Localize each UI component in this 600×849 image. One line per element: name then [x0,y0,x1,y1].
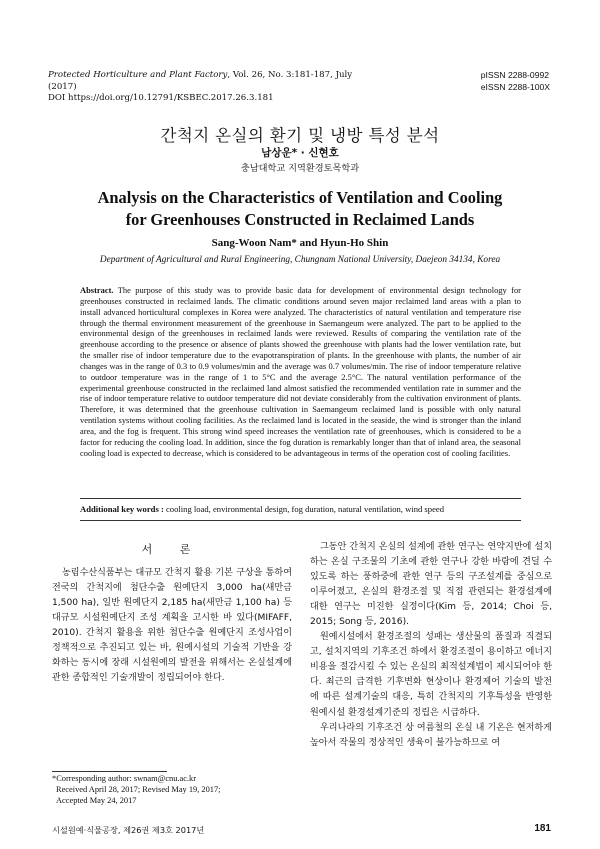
english-affiliation: Department of Agricultural and Rural Engineering, Chungnam National University, Daejeon 34134, Korea [99,255,501,265]
keywords [80,504,521,514]
keywords-label: Additional key words : [80,504,164,514]
korean-affiliation: 충남대학교 지역환경토목학과 [240,163,360,174]
body-column-right [310,540,552,751]
divider-top [80,498,521,499]
abstract-label: Abstract. [80,285,114,295]
korean-authors: 남상운* · 신현호 [261,147,339,159]
footer-journal: 시설원예·식물공장, 제26권 제3호 2017년 [52,825,205,835]
footnote-divider [52,771,167,772]
citation-block [48,70,378,105]
corresponding-author: *Corresponding author: swnam@cnu.ac.kr [52,774,197,783]
korean-title: 간척지 온실의 환기 및 냉방 특성 분석 [160,126,440,145]
paragraph: 원예시설에서 환경조절의 성패는 생산물의 품질과 직결되고, 설치지역의 기후조건 하에서 환경조절이 용이하고 에너지 비용을 절감시킬 수 있는 온실의 최적설계법이 제시되어야 한다. 최근의 급격한 기후변화 현상이나 환경제어 기술의 발전에 따른 설계기술의 대응, 특히 간척지의 기후특성을 반영한 원예시설 환경설계기준의 정립은 시급하다. [310,632,552,718]
keywords-text: cooling load, environmental design, fog duration, natural ventilation, wind speed [163,504,444,514]
issn-block [481,70,550,93]
paragraph: 우리나라의 기후조건 상 여름철의 온실 내 기온은 현저하게 높아서 작물의 정상적인 생육이 불가능하므로 여 [310,722,552,748]
english-title-line2: for Greenhouses Constructed in Reclaimed Lands [125,210,475,229]
pissn: pISSN 2288-0992 [480,70,550,80]
paragraph: 농림수산식품부는 대규모 간척지 활용 기본 구상을 통하여 전국의 간척지에 첨단수출 원예단지 3,000 ha(새만금 1,500 ha), 일반 원예단지 2,185 ha(새만금 1,100 ha) 등 대규모 시설원예단지 조성 계획을 고시한 바 있다(MIFAFF, 2010). 간척지 활용을 위한 첨단수출 원예단지 조성사업이 정책적으로 추진되고 있는 바, 원예시설의 기술적 기반을 강화하는 동시에 장래 시설원예의 발전을 위해서는 온실설계에 관한 종합적인 기술개발이 정립되어야 한다. [52,568,292,684]
doi-line: DOI https://doi.org/10.12791/KSBEC.2017.26.3.181 [48,93,274,103]
english-title-line1: Analysis on the Characteristics of Ventilation and Cooling [97,188,503,207]
abstract-text: The purpose of this study was to provide basic data for development of environmental design technology for greenhouses constructed in reclaimed lands. The climatic conditions around seven major reclaimed land areas with a plan to install advanced horticultural complexes in Korea were analyzed. The characteristics of natural ventilation and temperature rise through the thermal environment measurement of the greenhouse in Saemangeum were analyzed. The part to be applied to the environmental design of the greenhouses in reclaimed lands were reviewed. Results of comparing the ventilation rate of the greenhouse according to the presence or absence of plants showed the greenhouse with plants had the lower ventilation rate, but the smaller rise of indoor temperature due to the evapotranspiration of plants. In the greenhouse with plants, the number of air changes was in the range of 0.3 to 0.9 volumes/min and the average was 0.7 volumes/min. The rise of indoor temperature relative to outdoor temperature was in the range of 1 to 5°C and the average 2.5°C. The natural ventilation performance of the experimental greenhouse constructed in the reclaimed land almost satisfied the recommended ventilation rate in summer and the rise of indoor temperature relative to outdoor temperature did not deviate considerably from the cultivation environment of plants. Therefore, it was determined that the greenhouse cultivation in Saemangeum reclaimed land is possible with only natural ventilation systems without cooling facilities. As the reclaimed land is located in the seaside, the wind is stronger than the inland area, and the fog is frequent. This strong wind speed increases the ventilation rate of greenhouses, which is considered to be a factor for reducing the cooling load. In addition, since the fog duration is remarkably longer than that of inland area, the seasonal cooling load is expected to decrease, which is considered to be advantageous in terms of the operation cost of cooling facilities. [80,285,521,458]
paragraph: 그동안 간척지 온실의 설계에 관한 연구는 연약지반에 설치하는 온실 구조물의 기초에 관한 연구나 강한 바람에 견딜 수 있도록 하는 풍하중에 관한 연구 등의 구조설계를 중심으로 이루어졌고, 온실의 환경조절 및 직접 관련되는 환경설계에 대한 연구는 미진한 실정이다(Kim 등, 2014; Choi 등, 2015; Song 등, 2016). [310,542,552,628]
abstract [80,285,521,459]
english-authors: Sang-Woon Nam* and Hyun-Ho Shin [211,237,389,249]
eissn: eISSN 2288-100X [480,81,550,92]
journal-name: Protected Horticulture and Plant Factory [48,70,228,80]
section-heading: 서 론 [141,543,203,556]
divider-bottom [80,520,521,521]
received-date: Received April 28, 2017; Revised May 19, 2017; [56,785,221,795]
journal-volume: , Vol. 26, No. 3:181-187, July (2017) [48,70,353,92]
citation-line [48,70,378,93]
accepted-date: Accepted May 24, 2017 [56,796,137,806]
page-number: 181 [534,823,551,834]
footnote [52,773,292,807]
english-title [0,187,600,231]
body-column-left [52,566,292,686]
